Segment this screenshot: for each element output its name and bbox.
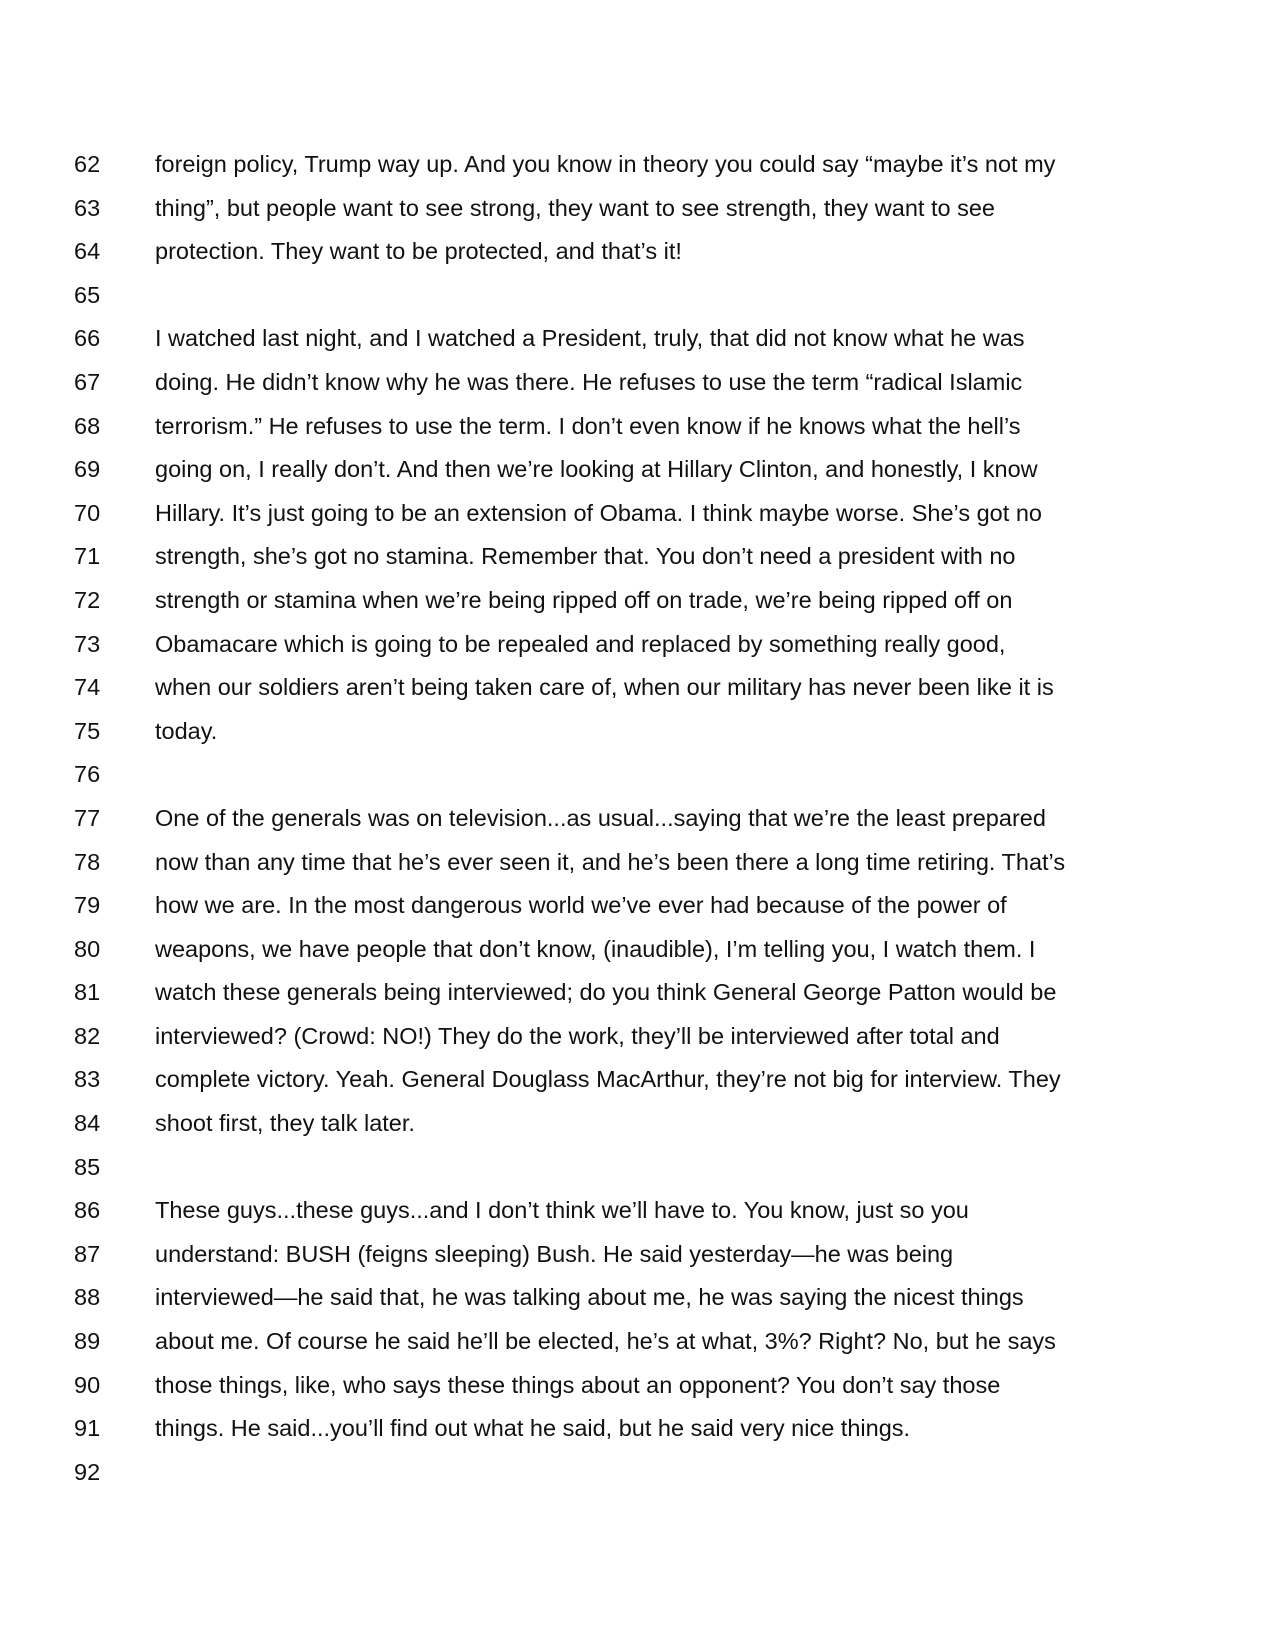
line-number: 69	[74, 456, 101, 483]
line-number: 62	[74, 151, 101, 177]
transcript-line	[0, 841, 1275, 885]
transcript-line	[0, 971, 1275, 1015]
line-text: about me. Of course he said he’ll be elected, he’s at what, 3%? Right? No, but he says	[155, 1328, 1056, 1355]
line-text: going on, I really don’t. And then we’re looking at Hillary Clinton, and honestly, I know	[155, 456, 1038, 483]
line-text: strength or stamina when we’re being ripped off on trade, we’re being ripped off on	[155, 586, 1013, 613]
line-number: 82	[74, 1022, 101, 1049]
transcript-line	[0, 579, 1275, 623]
transcript-line	[0, 1102, 1275, 1146]
line-text: shoot first, they talk later.	[155, 1110, 415, 1137]
transcript-line	[0, 274, 1275, 318]
transcript-line	[0, 710, 1275, 754]
line-text: doing. He didn’t know why he was there. He refuses to use the term “radical Islamic	[155, 368, 1023, 395]
transcript-line	[0, 448, 1275, 492]
transcript-line	[0, 1233, 1275, 1277]
line-text: today.	[155, 717, 218, 744]
line-number: 86	[74, 1197, 101, 1224]
transcript-line	[0, 1189, 1275, 1233]
line-text: weapons, we have people that don’t know, (inaudible), I’m telling you, I watch them. I	[155, 935, 1036, 962]
line-number: 89	[74, 1328, 101, 1355]
transcript-line	[0, 753, 1275, 797]
line-number: 66	[74, 325, 101, 352]
line-number: 72	[74, 586, 101, 613]
transcript-line	[0, 361, 1275, 405]
line-number: 81	[74, 979, 101, 1006]
line-text: protection. They want to be protected, and that’s it!	[155, 238, 682, 265]
transcript-line	[0, 1015, 1275, 1059]
transcript-line	[0, 928, 1275, 972]
line-number: 76	[74, 761, 101, 788]
line-text: complete victory. Yeah. General Douglass MacArthur, they’re not big for interview. They	[155, 1066, 1061, 1093]
line-text: when our soldiers aren’t being taken care of, when our military has never been like it is	[155, 674, 1054, 701]
transcript-line	[0, 1058, 1275, 1102]
transcript-line	[0, 666, 1275, 710]
transcript-line	[0, 317, 1275, 361]
line-number: 80	[74, 935, 101, 962]
line-number: 73	[74, 630, 101, 657]
line-text: interviewed? (Crowd: NO!) They do the work, they’ll be interviewed after total and	[155, 1022, 1000, 1049]
line-text: interviewed—he said that, he was talking about me, he was saying the nicest things	[155, 1284, 1024, 1311]
line-number: 68	[74, 412, 101, 439]
line-number: 90	[74, 1371, 101, 1398]
line-text: I watched last night, and I watched a President, truly, that did not know what he was	[155, 325, 1025, 352]
line-number: 91	[74, 1415, 101, 1442]
line-text: now than any time that he’s ever seen it, and he’s been there a long time retiring. That’s	[155, 848, 1066, 875]
line-text: things. He said...you’ll find out what he said, but he said very nice things.	[155, 1415, 911, 1442]
line-text: foreign policy, Trump way up. And you know in theory you could say “maybe it’s not my	[155, 151, 1056, 177]
line-number: 63	[74, 194, 101, 221]
transcript-line	[0, 187, 1275, 231]
line-number: 77	[74, 804, 101, 831]
line-number: 70	[74, 499, 101, 526]
line-text: strength, she’s got no stamina. Remember that. You don’t need a president with no	[155, 543, 1016, 570]
transcript-lines	[0, 143, 1275, 1494]
transcript-line	[0, 797, 1275, 841]
line-text: those things, like, who says these things about an opponent? You don’t say those	[155, 1371, 1001, 1398]
line-number: 83	[74, 1066, 101, 1093]
transcript-line	[0, 535, 1275, 579]
line-number: 75	[74, 717, 101, 744]
transcript-line	[0, 405, 1275, 449]
transcript-line	[0, 1364, 1275, 1408]
transcript-line	[0, 884, 1275, 928]
line-number: 85	[74, 1153, 101, 1180]
line-number: 88	[74, 1284, 101, 1311]
line-text: One of the generals was on television...as usual...saying that we’re the least prepared	[155, 804, 1046, 831]
transcript-line	[0, 1407, 1275, 1451]
line-text: These guys...these guys...and I don’t think we’ll have to. You know, just so you	[155, 1197, 969, 1224]
line-text: Hillary. It’s just going to be an extension of Obama. I think maybe worse. She’s got no	[155, 499, 1042, 526]
transcript-line	[0, 492, 1275, 536]
line-text: Obamacare which is going to be repealed and replaced by something really good,	[155, 630, 1006, 657]
transcript-line	[0, 1451, 1275, 1495]
line-number: 87	[74, 1240, 101, 1267]
line-text: understand: BUSH (feigns sleeping) Bush. He said yesterday—he was being	[155, 1240, 954, 1267]
line-text: how we are. In the most dangerous world we’ve ever had because of the power of	[155, 892, 1007, 919]
line-text: terrorism.” He refuses to use the term. I don’t even know if he knows what the hell’s	[155, 412, 1021, 439]
line-text: thing”, but people want to see strong, they want to see strength, they want to see	[155, 194, 995, 221]
line-number: 84	[74, 1110, 101, 1137]
line-number: 67	[74, 368, 101, 395]
transcript-line	[0, 1146, 1275, 1190]
transcript-line	[0, 1320, 1275, 1364]
line-number: 79	[74, 892, 101, 919]
transcript-line	[0, 623, 1275, 667]
line-number: 74	[74, 674, 101, 701]
line-text: watch these generals being interviewed; do you think General George Patton would be	[155, 979, 1057, 1006]
transcript-line	[0, 230, 1275, 274]
line-number: 71	[74, 543, 101, 570]
line-number: 92	[74, 1458, 101, 1485]
transcript-line	[0, 1276, 1275, 1320]
line-number: 78	[74, 848, 101, 875]
line-number: 64	[74, 238, 101, 265]
line-number: 65	[74, 281, 101, 308]
transcript-line	[0, 143, 1275, 187]
